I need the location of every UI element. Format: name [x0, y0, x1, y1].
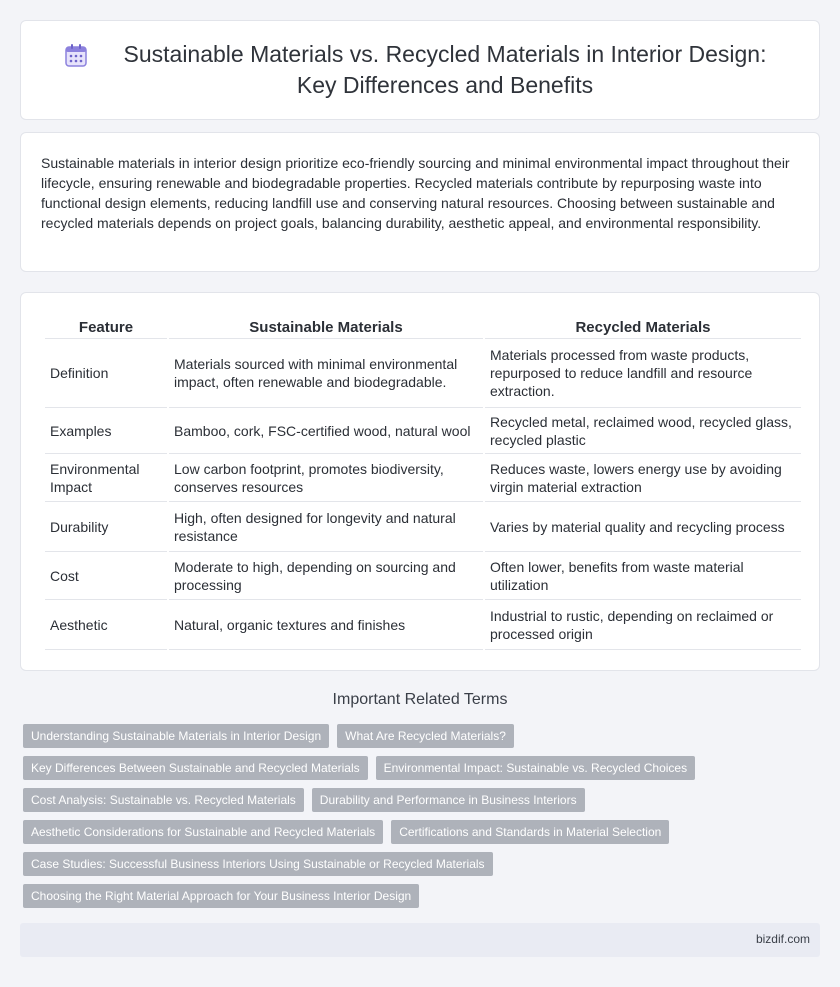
intro-card	[20, 132, 820, 272]
related-term-link[interactable]: What Are Recycled Materials?	[337, 724, 514, 748]
calendar-icon	[61, 41, 91, 71]
table-cell-feature: Aesthetic	[45, 600, 167, 650]
table-cell-recycled: Materials processed from waste products, repurposed to reduce landfill and resource extraction.	[485, 339, 801, 408]
table-cell-recycled: Reduces waste, lowers energy use by avoiding virgin material extraction	[485, 454, 801, 502]
table-cell-feature: Definition	[45, 339, 167, 408]
table-row	[45, 339, 801, 408]
table-cell-recycled: Recycled metal, reclaimed wood, recycled glass, recycled plastic	[485, 408, 801, 454]
table-cell-sustainable: Low carbon footprint, promotes biodiversity, conserves resources	[169, 454, 483, 502]
table-cell-sustainable: Moderate to high, depending on sourcing and processing	[169, 552, 483, 600]
related-term-link[interactable]: Choosing the Right Material Approach for Your Business Interior Design	[23, 884, 419, 908]
title-wrap	[21, 21, 819, 119]
header-card	[20, 20, 820, 120]
table-cell-sustainable: High, often designed for longevity and natural resistance	[169, 502, 483, 552]
intro-paragraph: Sustainable materials in interior design prioritize eco-friendly sourcing and minimal environmental impact throughout their lifecycle, ensuring renewable and biodegradable properties. Recycled materials contribute by repurposing waste into functional design elements, reducing landfill use and conserving natural resources. Choosing between sustainable and recycled materials depends on project goals, balancing durability, aesthetic appeal, and environmental responsibility.	[41, 155, 790, 231]
related-terms-list	[23, 724, 817, 916]
table-row	[45, 600, 801, 650]
table-cell-feature: Environmental Impact	[45, 454, 167, 502]
related-term-link[interactable]: Environmental Impact: Sustainable vs. Recycled Choices	[376, 756, 695, 780]
column-header-recycled: Recycled Materials	[485, 309, 801, 339]
table-cell-recycled: Varies by material quality and recycling process	[485, 502, 801, 552]
table-cell-feature: Cost	[45, 552, 167, 600]
table-cell-recycled: Industrial to rustic, depending on reclaimed or processed origin	[485, 600, 801, 650]
table-cell-recycled: Often lower, benefits from waste material utilization	[485, 552, 801, 600]
table-row	[45, 454, 801, 502]
related-terms-heading: Important Related Terms	[332, 691, 508, 708]
related-term-link[interactable]: Case Studies: Successful Business Interiors Using Sustainable or Recycled Materials	[23, 852, 493, 876]
table-cell-sustainable: Bamboo, cork, FSC-certified wood, natural wool	[169, 408, 483, 454]
related-term-link[interactable]: Key Differences Between Sustainable and Recycled Materials	[23, 756, 368, 780]
table-cell-sustainable: Natural, organic textures and finishes	[169, 600, 483, 650]
table-cell-feature: Durability	[45, 502, 167, 552]
comparison-table-card	[20, 292, 820, 671]
related-term-link[interactable]: Durability and Performance in Business Interiors	[312, 788, 585, 812]
table-header-row	[45, 309, 801, 339]
table-row	[45, 408, 801, 454]
related-term-link[interactable]: Cost Analysis: Sustainable vs. Recycled Materials	[23, 788, 304, 812]
footer-site-link[interactable]: bizdif.com	[755, 932, 810, 946]
related-term-link[interactable]: Aesthetic Considerations for Sustainable and Recycled Materials	[23, 820, 383, 844]
table-cell-feature: Examples	[45, 408, 167, 454]
table-cell-sustainable: Materials sourced with minimal environmental impact, often renewable and biodegradable.	[169, 339, 483, 408]
table-row	[45, 552, 801, 600]
footer	[20, 923, 820, 957]
table-row	[45, 502, 801, 552]
related-term-link[interactable]: Certifications and Standards in Material Selection	[391, 820, 669, 844]
column-header-feature: Feature	[45, 309, 167, 339]
page-title: Sustainable Materials vs. Recycled Materials in Interior Design: Key Differences and Benefits	[123, 41, 767, 98]
column-header-sustainable: Sustainable Materials	[169, 309, 483, 339]
comparison-table	[43, 309, 803, 650]
related-term-link[interactable]: Understanding Sustainable Materials in Interior Design	[23, 724, 329, 748]
